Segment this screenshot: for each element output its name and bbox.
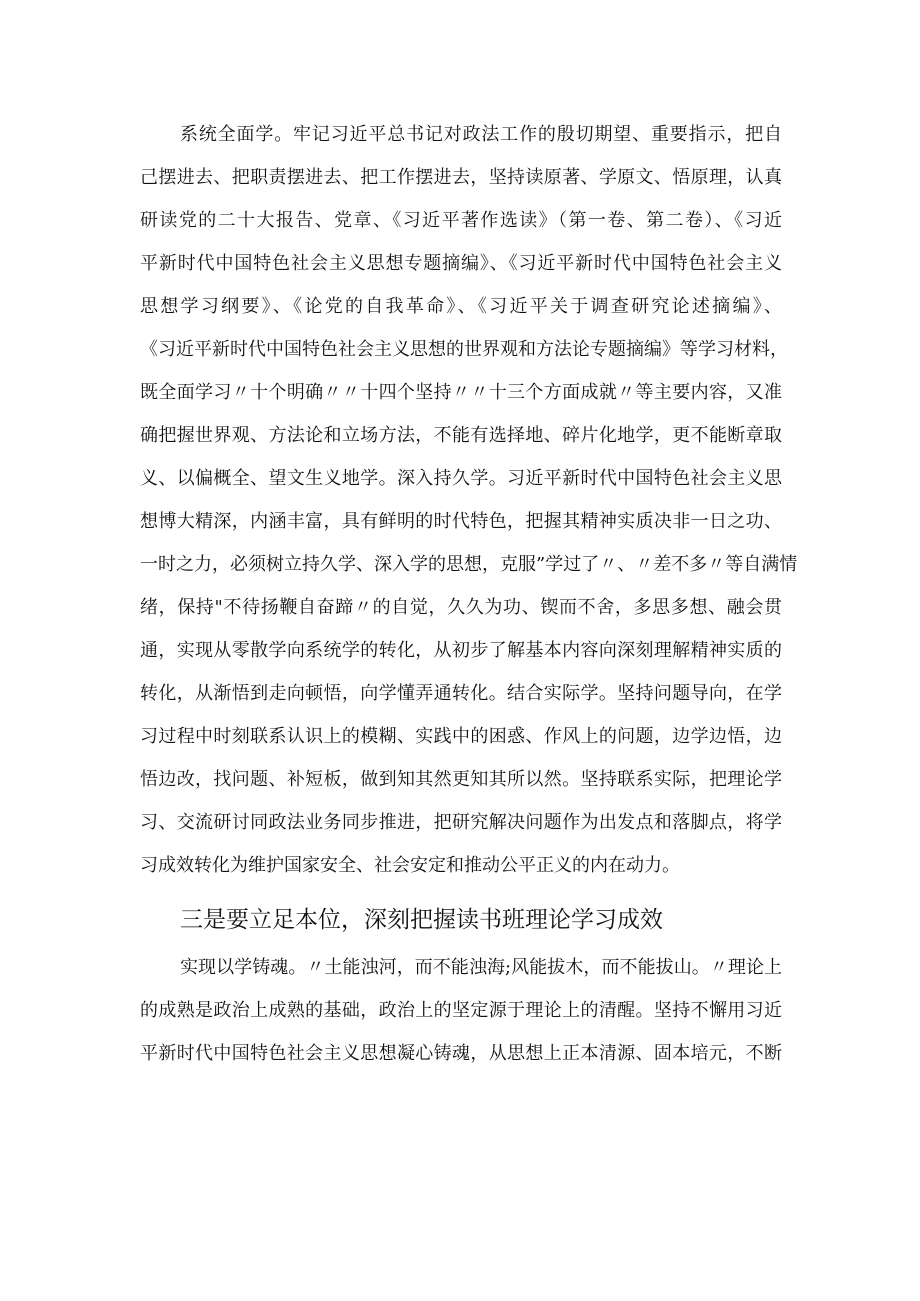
paragraph-1-line-3: 研读党的二十大报告、党章、《习近平著作选读》（第一卷、第二卷）、《习近 bbox=[140, 210, 782, 231]
paragraph-1-line-13: 通，实现从零散学向系统学的转化，从初步了解基本内容向深刻理解精神实质的 bbox=[140, 640, 782, 661]
paragraph-1-line-15: 习过程中时刻联系认识上的模糊、实践中的困惑、作风上的问题，边学边悟，边 bbox=[140, 726, 782, 747]
paragraph-1-line-4: 平新时代中国特色社会主义思想专题摘编》、《习近平新时代中国特色社会主义 bbox=[140, 253, 782, 274]
paragraph-2-line-3: 平新时代中国特色社会主义思想凝心铸魂，从思想上正本清源、固本培元，不断 bbox=[140, 1043, 782, 1064]
section-heading-3: 三是要立足本位，深刻把握读书班理论学习成效 bbox=[180, 907, 663, 933]
paragraph-1-line-6: 《习近平新时代中国特色社会主义思想的世界观和方法论专题摘编》等学习材料， bbox=[140, 339, 788, 360]
paragraph-2-line-2: 的成熟是政治上成熟的基础，政治上的坚定源于理论上的清醒。坚持不懈用习近 bbox=[140, 1000, 782, 1021]
paragraph-1-line-17: 习、交流研讨同政法业务同步推进，把研究解决问题作为出发点和落脚点，将学 bbox=[140, 812, 782, 833]
paragraph-1-line-14: 转化，从渐悟到走向顿悟，向学懂弄通转化。结合实际学。坚持问题导向，在学 bbox=[140, 683, 782, 704]
paragraph-2-line-1: 实现以学铸魂。〃土能浊河，而不能浊海;风能拔木，而不能拔山。〃理论上 bbox=[180, 957, 782, 978]
paragraph-1-line-1: 系统全面学。牢记习近平总书记对政法工作的殷切期望、重要指示，把自 bbox=[180, 124, 782, 145]
paragraph-1-line-11: 一时之力，必须树立持久学、深入学的思想，克服”学过了〃、〃差不多〃等自满情 bbox=[140, 554, 798, 575]
paragraph-1-line-2: 己摆进去、把职责摆进去、把工作摆进去，坚持读原著、学原文、悟原理，认真 bbox=[140, 167, 782, 188]
paragraph-1-line-16: 悟边改，找问题、补短板，做到知其然更知其所以然。坚持联系实际，把理论学 bbox=[140, 769, 782, 790]
paragraph-1-line-18: 习成效转化为维护国家安全、社会安定和推动公平正义的内在动力。 bbox=[140, 855, 680, 876]
paragraph-1-line-9: 义、以偏概全、望文生义地学。深入持久学。习近平新时代中国特色社会主义思 bbox=[140, 468, 782, 489]
paragraph-1-line-10: 想博大精深，内涵丰富，具有鲜明的时代特色，把握其精神实质决非一日之功、 bbox=[140, 511, 782, 532]
paragraph-1-line-5: 思想学习纲要》、《论党的自我革命》、《习近平关于调查研究论述摘编》、 bbox=[140, 296, 782, 317]
paragraph-1-line-8: 确把握世界观、方法论和立场方法，不能有选择地、碎片化地学，更不能断章取 bbox=[140, 425, 782, 446]
paragraph-1-line-12: 绪，保持"不待扬鞭自奋蹄〃的自觉，久久为功、锲而不舍，多思多想、融会贯 bbox=[140, 597, 782, 618]
paragraph-1-line-7: 既全面学习〃十个明确〃〃十四个坚持〃〃十三个方面成就〃等主要内容，又准 bbox=[140, 382, 782, 403]
